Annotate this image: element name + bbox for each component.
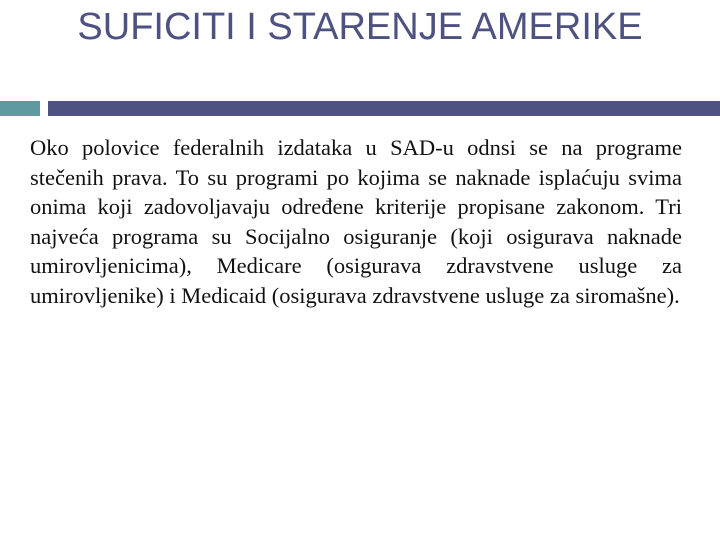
title-accent-bar-teal	[0, 101, 40, 116]
slide-title: SUFICITI I STARENJE AMERIKE	[77, 6, 643, 48]
title-accent-bar-navy	[48, 101, 720, 116]
slide-body-text: Oko polovice federalnih izdataka u SAD-u odnsi se na programe stečenih prava. To su programi po kojima se naknade isplaćuju svima onima koji zadovoljavaju određene kriterije propisane zakonom. Tri najveća programa su Socijalno osiguranje (koji osigurava naknade umirovljenicima), Medicare (osigurava zdravstvene usluge za umirovljenike) i Medicaid (osigurava zdravstvene usluge za siromašne).	[30, 135, 682, 308]
